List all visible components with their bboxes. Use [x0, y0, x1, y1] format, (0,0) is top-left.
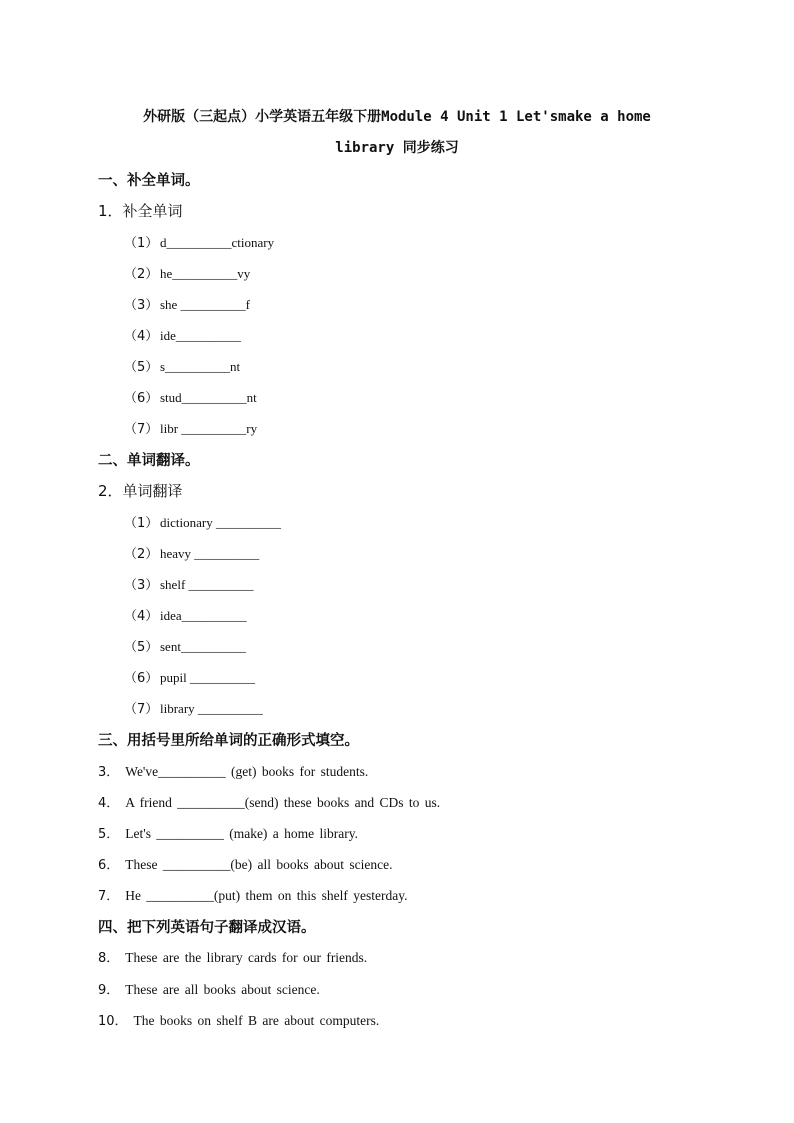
item-number: （1）: [124, 516, 159, 531]
item-number: 7．: [98, 889, 120, 904]
list-item: [124, 263, 250, 282]
item-number: （4）: [124, 329, 159, 344]
list-item: [124, 636, 246, 655]
item-text: A friend __________(send) these books and CDs to us.: [125, 795, 441, 810]
question-item: [98, 761, 368, 780]
list-item: [124, 387, 257, 406]
section-4-heading: 四、把下列英语句子翻译成汉语。: [98, 920, 316, 936]
item-text: d__________ctionary: [160, 235, 275, 250]
document-title-line-2: library 同步练习: [335, 140, 459, 156]
question-item: [98, 792, 440, 811]
item-text: ide__________: [160, 328, 241, 343]
item-number: （4）: [124, 609, 159, 624]
item-text: He __________(put) them on this shelf yesterday.: [125, 888, 408, 903]
question-item: [98, 979, 320, 998]
section-1-heading: 一、补全单词。: [98, 173, 200, 189]
item-text: shelf __________: [160, 577, 254, 592]
list-item: [124, 698, 263, 717]
item-text: We've__________ (get) books for students.: [125, 764, 369, 779]
item-number: 6．: [98, 858, 120, 873]
item-number: 5．: [98, 827, 120, 842]
item-number: （6）: [124, 391, 159, 406]
question-item: [98, 885, 407, 904]
item-number: 8．: [98, 951, 120, 966]
item-text: dictionary __________: [160, 515, 281, 530]
item-number: 3．: [98, 765, 120, 780]
item-text: she __________f: [160, 297, 250, 312]
item-text: s__________nt: [160, 359, 241, 374]
item-number: （1）: [124, 236, 159, 251]
list-item: [124, 356, 240, 375]
question-item: [98, 854, 392, 873]
section-2-heading: 二、单词翻译。: [98, 453, 200, 469]
list-item: [124, 512, 281, 531]
item-number: （3）: [124, 578, 159, 593]
item-number: （2）: [124, 267, 159, 282]
item-text: These __________(be) all books about science.: [125, 857, 393, 872]
item-number: （7）: [124, 422, 159, 437]
item-text: he__________vy: [160, 266, 251, 281]
list-item: [124, 325, 241, 344]
document-title-line-1: 外研版（三起点）小学英语五年级下册Module 4 Unit 1 Let'smake a home: [143, 109, 651, 125]
item-text: Let's __________ (make) a home library.: [125, 826, 359, 841]
item-number: （6）: [124, 671, 159, 686]
list-item: [124, 605, 247, 624]
item-text: These are the library cards for our friends.: [125, 950, 368, 965]
item-text: These are all books about science.: [125, 982, 320, 997]
item-number: （2）: [124, 547, 159, 562]
item-text: stud__________nt: [160, 390, 257, 405]
question-item: [98, 947, 367, 966]
list-item: [124, 418, 257, 437]
list-item: [124, 667, 255, 686]
section-3-heading: 三、用括号里所给单词的正确形式填空。: [98, 733, 359, 749]
item-number: （5）: [124, 360, 159, 375]
item-text: pupil __________: [160, 670, 255, 685]
item-number: 4．: [98, 796, 120, 811]
list-item: [124, 232, 274, 251]
item-text: sent__________: [160, 639, 246, 654]
item-number: （5）: [124, 640, 159, 655]
item-number: 9．: [98, 983, 120, 998]
question-item: [98, 823, 358, 842]
question-2-heading: 2．单词翻译: [98, 482, 183, 500]
list-item: [124, 543, 259, 562]
item-text: heavy __________: [160, 546, 260, 561]
item-number: （3）: [124, 298, 159, 313]
item-text: idea__________: [160, 608, 247, 623]
item-number: 10．: [98, 1014, 128, 1029]
item-text: The books on shelf B are about computers.: [133, 1013, 380, 1028]
item-text: library __________: [160, 701, 263, 716]
list-item: [124, 294, 250, 313]
item-number: （7）: [124, 702, 159, 717]
question-1-heading: 1．补全单词: [98, 202, 183, 220]
item-text: libr __________ry: [160, 421, 258, 436]
question-item: [98, 1010, 379, 1029]
list-item: [124, 574, 254, 593]
